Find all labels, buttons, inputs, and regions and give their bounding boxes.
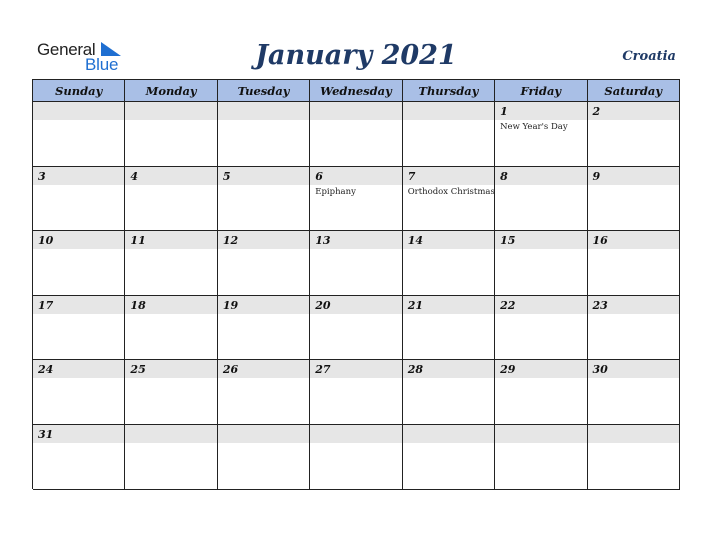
- day-cell[interactable]: [495, 102, 587, 167]
- day-number: 26: [222, 363, 239, 377]
- day-number-band: [310, 296, 401, 314]
- day-cell[interactable]: [218, 360, 310, 425]
- weekday-header: Monday: [125, 80, 217, 102]
- day-cell[interactable]: [125, 102, 217, 167]
- day-number-band: [33, 102, 124, 120]
- day-cell[interactable]: [403, 296, 495, 361]
- day-number: 17: [38, 298, 54, 312]
- day-cell[interactable]: [125, 167, 217, 232]
- day-number: 4: [130, 169, 139, 183]
- week-row: [33, 167, 680, 232]
- day-cell[interactable]: [588, 102, 680, 167]
- day-number-band: [125, 296, 216, 314]
- day-number-band: [495, 296, 586, 314]
- day-cell[interactable]: [33, 425, 125, 490]
- country-label: Croatia: [622, 49, 676, 64]
- day-cell[interactable]: [33, 102, 125, 167]
- day-cell[interactable]: [403, 425, 495, 490]
- weekday-header: Tuesday: [218, 80, 310, 102]
- day-number-band: [310, 102, 401, 120]
- day-number-band: [403, 296, 494, 314]
- day-number-band: [495, 360, 586, 378]
- day-cell[interactable]: [310, 296, 402, 361]
- day-number-band: [403, 425, 494, 443]
- weekday-header: Thursday: [403, 80, 495, 102]
- week-row: [33, 296, 680, 361]
- holiday-label: Orthodox Christmas: [407, 186, 495, 197]
- day-number: 3: [38, 169, 46, 183]
- day-cell[interactable]: [310, 102, 402, 167]
- day-cell[interactable]: [310, 167, 402, 232]
- day-number: 6: [315, 169, 323, 183]
- day-number-band: [495, 425, 586, 443]
- day-number: 22: [500, 298, 516, 312]
- day-cell[interactable]: [125, 425, 217, 490]
- day-cell[interactable]: [588, 296, 680, 361]
- day-cell[interactable]: [588, 231, 680, 296]
- day-number-band: [33, 425, 124, 443]
- day-cell[interactable]: [310, 231, 402, 296]
- week-row: [33, 102, 680, 167]
- day-number-band: [403, 360, 494, 378]
- day-cell[interactable]: [495, 231, 587, 296]
- day-number-band: [125, 425, 216, 443]
- day-number-band: [495, 231, 586, 249]
- day-number: 23: [592, 298, 608, 312]
- day-number-band: [218, 296, 309, 314]
- day-number-band: [403, 167, 494, 185]
- day-cell[interactable]: [33, 231, 125, 296]
- week-row: [33, 425, 680, 490]
- day-number-band: [218, 167, 309, 185]
- day-cell[interactable]: [495, 167, 587, 232]
- holiday-label: Epiphany: [315, 186, 356, 197]
- day-cell[interactable]: [403, 102, 495, 167]
- logo-text-general: General: [37, 40, 96, 59]
- day-number: 2: [592, 105, 601, 118]
- calendar-grid: [32, 79, 680, 489]
- weekday-header-row: [33, 80, 680, 102]
- day-cell[interactable]: [218, 425, 310, 490]
- day-number-band: [125, 231, 216, 249]
- logo-text-blue: Blue: [85, 55, 119, 74]
- day-number: 18: [130, 298, 146, 312]
- day-cell[interactable]: [403, 231, 495, 296]
- day-cell[interactable]: [125, 360, 217, 425]
- weekday-header: Friday: [495, 80, 587, 102]
- day-cell[interactable]: [218, 231, 310, 296]
- day-number-band: [588, 360, 679, 378]
- day-cell[interactable]: [218, 296, 310, 361]
- day-number-band: [125, 360, 216, 378]
- day-number-band: [218, 231, 309, 249]
- day-cell[interactable]: [403, 167, 495, 232]
- day-number-band: [125, 102, 216, 120]
- day-number: 19: [222, 298, 239, 312]
- day-number-band: [310, 167, 401, 185]
- holiday-label: New Year's Day: [500, 122, 568, 132]
- day-number: 27: [315, 363, 331, 377]
- day-number: 14: [407, 234, 423, 248]
- day-cell[interactable]: [588, 425, 680, 490]
- day-number-band: [218, 425, 309, 443]
- day-number-band: [310, 360, 401, 378]
- day-number: 25: [130, 363, 146, 377]
- day-number-band: [495, 167, 586, 185]
- day-number: 16: [592, 234, 608, 248]
- day-number: 10: [38, 234, 54, 248]
- day-cell[interactable]: [33, 167, 125, 232]
- day-number-band: [403, 231, 494, 249]
- day-number-band: [495, 102, 586, 120]
- day-number-band: [588, 231, 679, 249]
- day-number: 13: [315, 234, 331, 248]
- day-number: 9: [592, 169, 601, 183]
- week-row: [33, 360, 680, 425]
- day-number: 8: [500, 169, 508, 183]
- weekday-header: Sunday: [33, 80, 125, 102]
- calendar-title: January 2021: [255, 40, 457, 71]
- day-number-band: [33, 231, 124, 249]
- day-number: 28: [407, 363, 423, 377]
- day-cell[interactable]: [495, 360, 587, 425]
- day-number: 5: [222, 169, 231, 183]
- day-number-band: [33, 360, 124, 378]
- day-cell[interactable]: [218, 167, 310, 232]
- day-cell[interactable]: [125, 296, 217, 361]
- day-number-band: [588, 425, 679, 443]
- day-cell[interactable]: [33, 360, 125, 425]
- day-number-band: [310, 231, 401, 249]
- day-number: 21: [407, 298, 423, 312]
- day-cell[interactable]: [218, 102, 310, 167]
- day-cell[interactable]: [310, 360, 402, 425]
- day-cell[interactable]: [403, 360, 495, 425]
- day-number-band: [125, 167, 216, 185]
- weekday-header: Saturday: [588, 80, 680, 102]
- day-number: 30: [592, 363, 608, 377]
- weeks-container: [33, 102, 680, 490]
- day-number: 7: [407, 169, 416, 183]
- day-number-band: [588, 102, 679, 120]
- day-number: 15: [500, 234, 516, 248]
- week-row: [33, 231, 680, 296]
- day-number-band: [218, 360, 309, 378]
- day-number-band: [403, 102, 494, 120]
- weekday-header: Wednesday: [310, 80, 402, 102]
- day-cell[interactable]: [588, 360, 680, 425]
- day-number-band: [218, 102, 309, 120]
- day-number: 11: [130, 234, 146, 248]
- day-number: 12: [222, 234, 239, 248]
- day-cell[interactable]: [125, 231, 217, 296]
- day-number-band: [588, 296, 679, 314]
- day-number: 31: [38, 427, 54, 441]
- day-cell[interactable]: [310, 425, 402, 490]
- day-number: 20: [315, 298, 331, 312]
- day-number-band: [33, 296, 124, 314]
- day-number: 24: [38, 363, 54, 377]
- day-number: 1: [500, 105, 508, 118]
- day-number: 29: [500, 363, 516, 377]
- day-number-band: [310, 425, 401, 443]
- day-cell[interactable]: [33, 296, 125, 361]
- day-number-band: [588, 167, 679, 185]
- day-number-band: [33, 167, 124, 185]
- day-cell[interactable]: [495, 296, 587, 361]
- day-cell[interactable]: [495, 425, 587, 490]
- day-cell[interactable]: [588, 167, 680, 232]
